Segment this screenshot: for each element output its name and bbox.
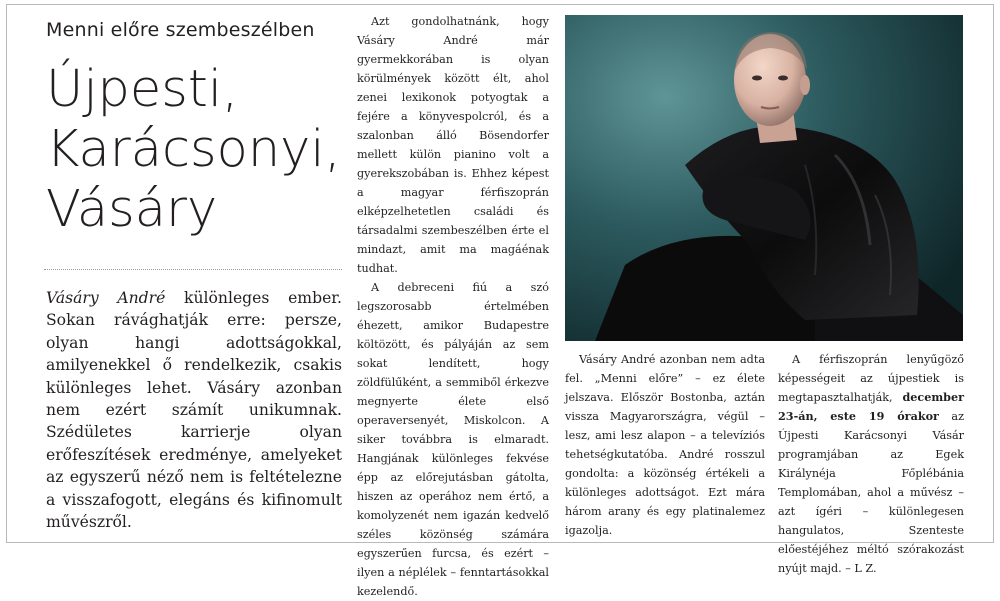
title-block <box>46 18 340 240</box>
portrait-photo <box>565 15 963 341</box>
col3-paragraph-1: Vásáry André azonban nem adta fel. „Menni előre” – ez élete jelszava. Először Bostonba, aztán vissza Magyarországra, végül – lesz, ami lesz alapon – a televíziós tehetségkutatóba. André rosszul gondolta: a közönség értékeli a különleges adottságot. Ezt mára három arany és egy platinalemez igazolja. <box>565 353 765 537</box>
col2-paragraph-1: Azt gondolhatnánk, hogy Vásáry André már gyermekkorában is olyan körülmények között élt, ahol zenei lexikonok potyogtak a fejére a könyvespolcról, és a szalonban álló Bösendorfer mellett külön pianino volt a gyerekszobában is. Ehhez képest a magyar férfiszoprán elképzelhetetlen családi és társadalmi szembeszélben érte el mindazt, amit ma magáénak tudhat. <box>357 15 549 275</box>
event-column <box>778 350 964 578</box>
event-text-b: az Újpesti Karácsonyi Vásár programjában az Egek Királynéja Főplébánia Templomában, ahol a művész – azt ígéri – különlegesen hangulatos, Szenteste előestéjéhez méltó szórakozást nyújt majd. <box>778 410 964 575</box>
kicker: Menni előre szembeszélben <box>46 19 315 41</box>
author-signature: – L Z. <box>845 562 877 575</box>
lead-text: különleges ember. Sokan rávághatják erre: persze, olyan hangi adottságokkal, amilyenekkel ő rendelkezik, csakis különleges lehet. Vásáry azonban nem ezért számít unikumnak. Szédületes karrierje olyan erőfeszítések eredménye, amelyeket az egyszerű néző nem is feltételezne a visszafogott, elegáns és kifinomult művészről. <box>46 289 342 532</box>
headline-line-2: Karácsonyi, <box>46 120 341 179</box>
lead-paragraph <box>46 287 342 533</box>
headline-line-1: Újpesti, <box>46 60 239 119</box>
col2-paragraph-2: A debreceni fiú a szó legszorosabb értelmében éhezett, amikor Budapestre költözött, és pályáján az sem sokat lendített, hogy zöldfülűként, a semmiből érkezve megnyerte élete első operaversenyét, Miskolcon. A siker továbbra is elmaradt. Hangjának különleges fekvése épp az előrejutásban gátolta, hiszen az operához nem értő, a komolyzenét nem igazán kedvelő széles közönség számára egyszerűen furcsa, és ezért – ilyen a néplélek – fenntartásokkal kezelendő. <box>357 281 549 598</box>
dotted-divider <box>44 269 342 270</box>
event-date: december 23-án, este 19 órakor <box>778 390 964 423</box>
photo-caption-column <box>565 350 765 540</box>
event-paragraph <box>778 350 964 578</box>
lead-name: Vásáry André <box>46 289 166 307</box>
headline <box>46 60 340 240</box>
portrait-image <box>565 15 963 341</box>
body-column-2 <box>357 12 549 601</box>
headline-line-3: Vásáry <box>46 180 218 239</box>
event-text-a: A férfiszoprán lenyűgöző képességeit az újpestiek is megtapasztalhatják, <box>778 353 964 404</box>
